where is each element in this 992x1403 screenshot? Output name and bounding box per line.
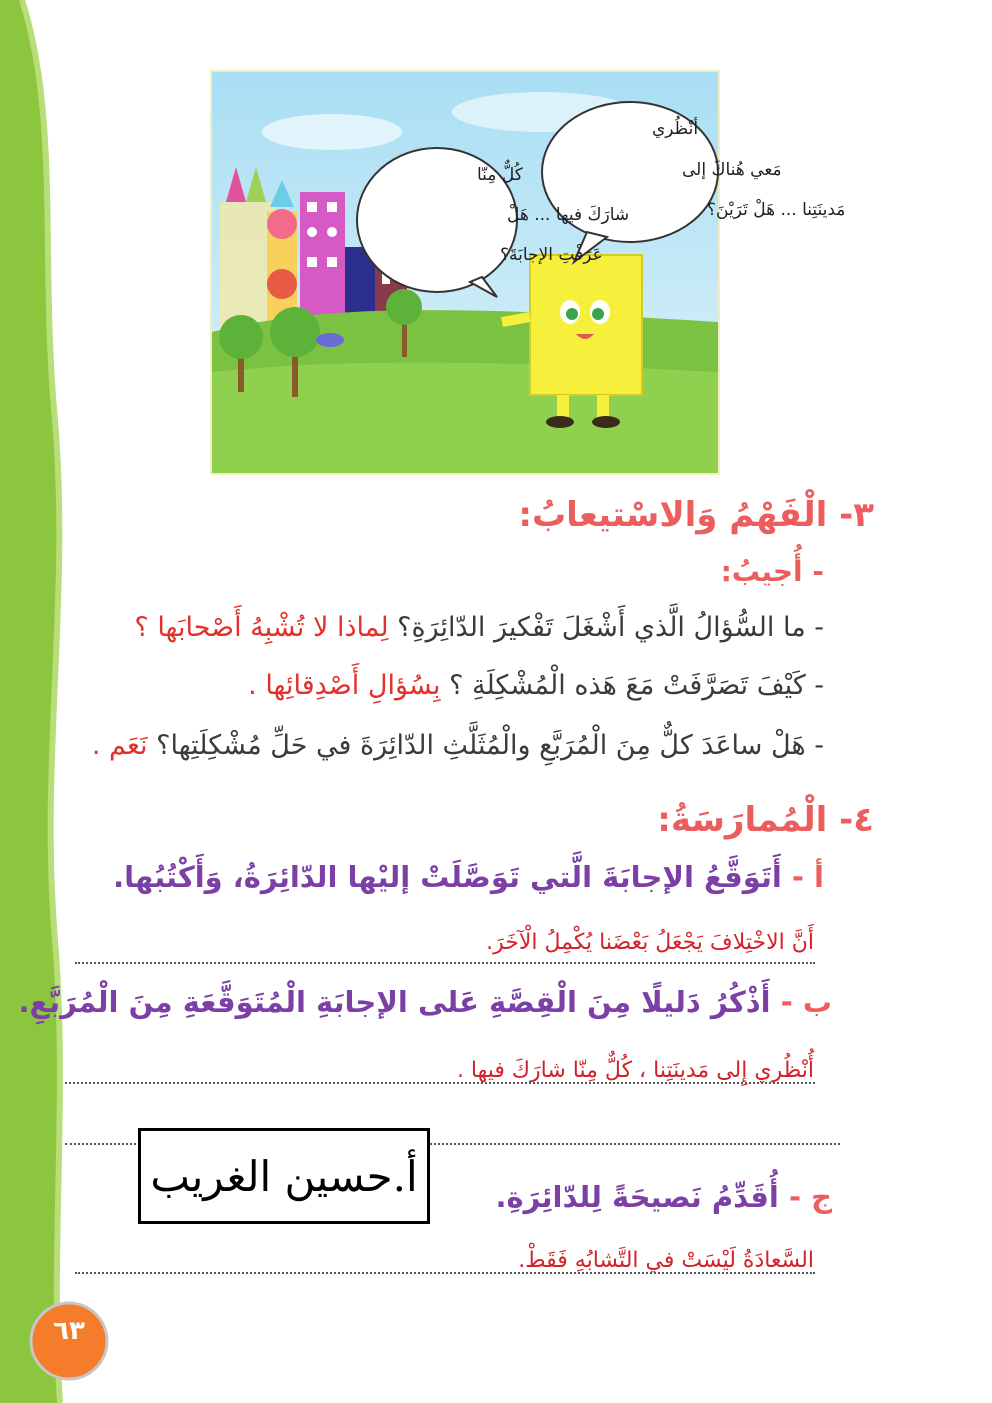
answer-line-b[interactable] bbox=[65, 1082, 815, 1084]
speech-left-line-3: عَرَفْتِ الإجابَةَ؟ bbox=[500, 245, 603, 265]
item-c-prompt bbox=[495, 1180, 832, 1214]
question-2 bbox=[248, 670, 824, 701]
item-b-text: أَذْكُرُ دَليلًا مِنَ الْقِصَّةِ عَلى الإجابَةِ الْمُتَوَقَّعَةِ مِنَ الْمُرَبَّعِ. bbox=[18, 985, 771, 1019]
speech-right-line-3: مَدينَتِنا ... هَلْ تَرَيْنَ؟ bbox=[707, 200, 846, 220]
item-b-prompt bbox=[18, 985, 832, 1019]
item-b-answer: أُنْظُري إِلى مَدينَتِنا ، كُلٌّ مِنّا شارَكَ فيها . bbox=[456, 1058, 814, 1083]
question-2-text: - كَيْفَ تَصَرَّفَتْ مَعَ هَذه الْمُشْكِلَةِ ؟ bbox=[449, 670, 824, 701]
illustration-scene bbox=[212, 72, 846, 473]
author-name-box: أ.حسين الغريب bbox=[138, 1128, 430, 1224]
section3-subtitle: - أُجيبُ: bbox=[720, 555, 824, 588]
speech-left-line-2: شارَكَ فيها ... هَلْ bbox=[507, 205, 630, 225]
item-b-letter: ب - bbox=[780, 985, 832, 1019]
page-number: ٦٣ bbox=[53, 1316, 85, 1346]
item-a-prompt bbox=[113, 860, 824, 894]
question-2-answer: بِسُؤالِ أَصْدِقائِها . bbox=[248, 670, 441, 701]
question-1-answer: لِماذا لا تُشْبِهُ أَصْحابَها ؟ bbox=[134, 612, 389, 643]
question-1-text: - ما السُّؤالُ الَّذي أَشْغَلَ تَفْكيرَ الدّائِرَةِ؟ bbox=[397, 612, 824, 643]
section4-title: ٤- الْمُمارَسَةُ: bbox=[657, 800, 874, 840]
question-3-text: - هَلْ ساعَدَ كلٌّ مِنَ الْمُرَبَّعِ والْمُثَلَّثِ الدّائِرَةَ في حَلِّ مُشْكِلَتِها؟ bbox=[156, 730, 824, 761]
answer-line-c[interactable] bbox=[75, 1272, 815, 1274]
question-1 bbox=[134, 612, 824, 643]
item-c-letter: ج - bbox=[788, 1180, 832, 1214]
speech-right-line-2: مَعي هُناكَ إلى bbox=[682, 160, 782, 180]
speech-right-line-1: أنْظُري bbox=[652, 119, 699, 139]
speech-left-line-1: كُلٌّ مِنّا bbox=[477, 165, 523, 185]
green-side-band bbox=[0, 0, 90, 1403]
item-c-text: أُقَدِّمُ نَصيحَةً لِلدّائِرَةِ. bbox=[495, 1180, 779, 1214]
item-c-answer: السَّعادَةُ لَيْسَتْ في التَّشابُهِ فَقَطْ. bbox=[518, 1248, 814, 1273]
question-3-answer: نَعَم . bbox=[91, 730, 148, 761]
car bbox=[316, 333, 344, 347]
section3-title: ٣- الْفَهْمُ وَالاسْتيعابُ: bbox=[518, 495, 874, 535]
item-a-text: أَتَوَقَّعُ الإجابَةَ الَّتي تَوَصَّلَتْ إليْها الدّائِرَةُ، وَأَكْتُبُها. bbox=[113, 860, 782, 894]
story-illustration bbox=[210, 70, 846, 475]
question-3 bbox=[92, 730, 824, 761]
item-a-answer: أَنَّ الاخْتِلافَ يَجْعَلُ بَعْضَنا يُكْمِلُ الْآخَرَ. bbox=[486, 930, 814, 955]
item-a-letter: أ - bbox=[791, 860, 824, 894]
answer-line-a[interactable] bbox=[75, 962, 815, 964]
